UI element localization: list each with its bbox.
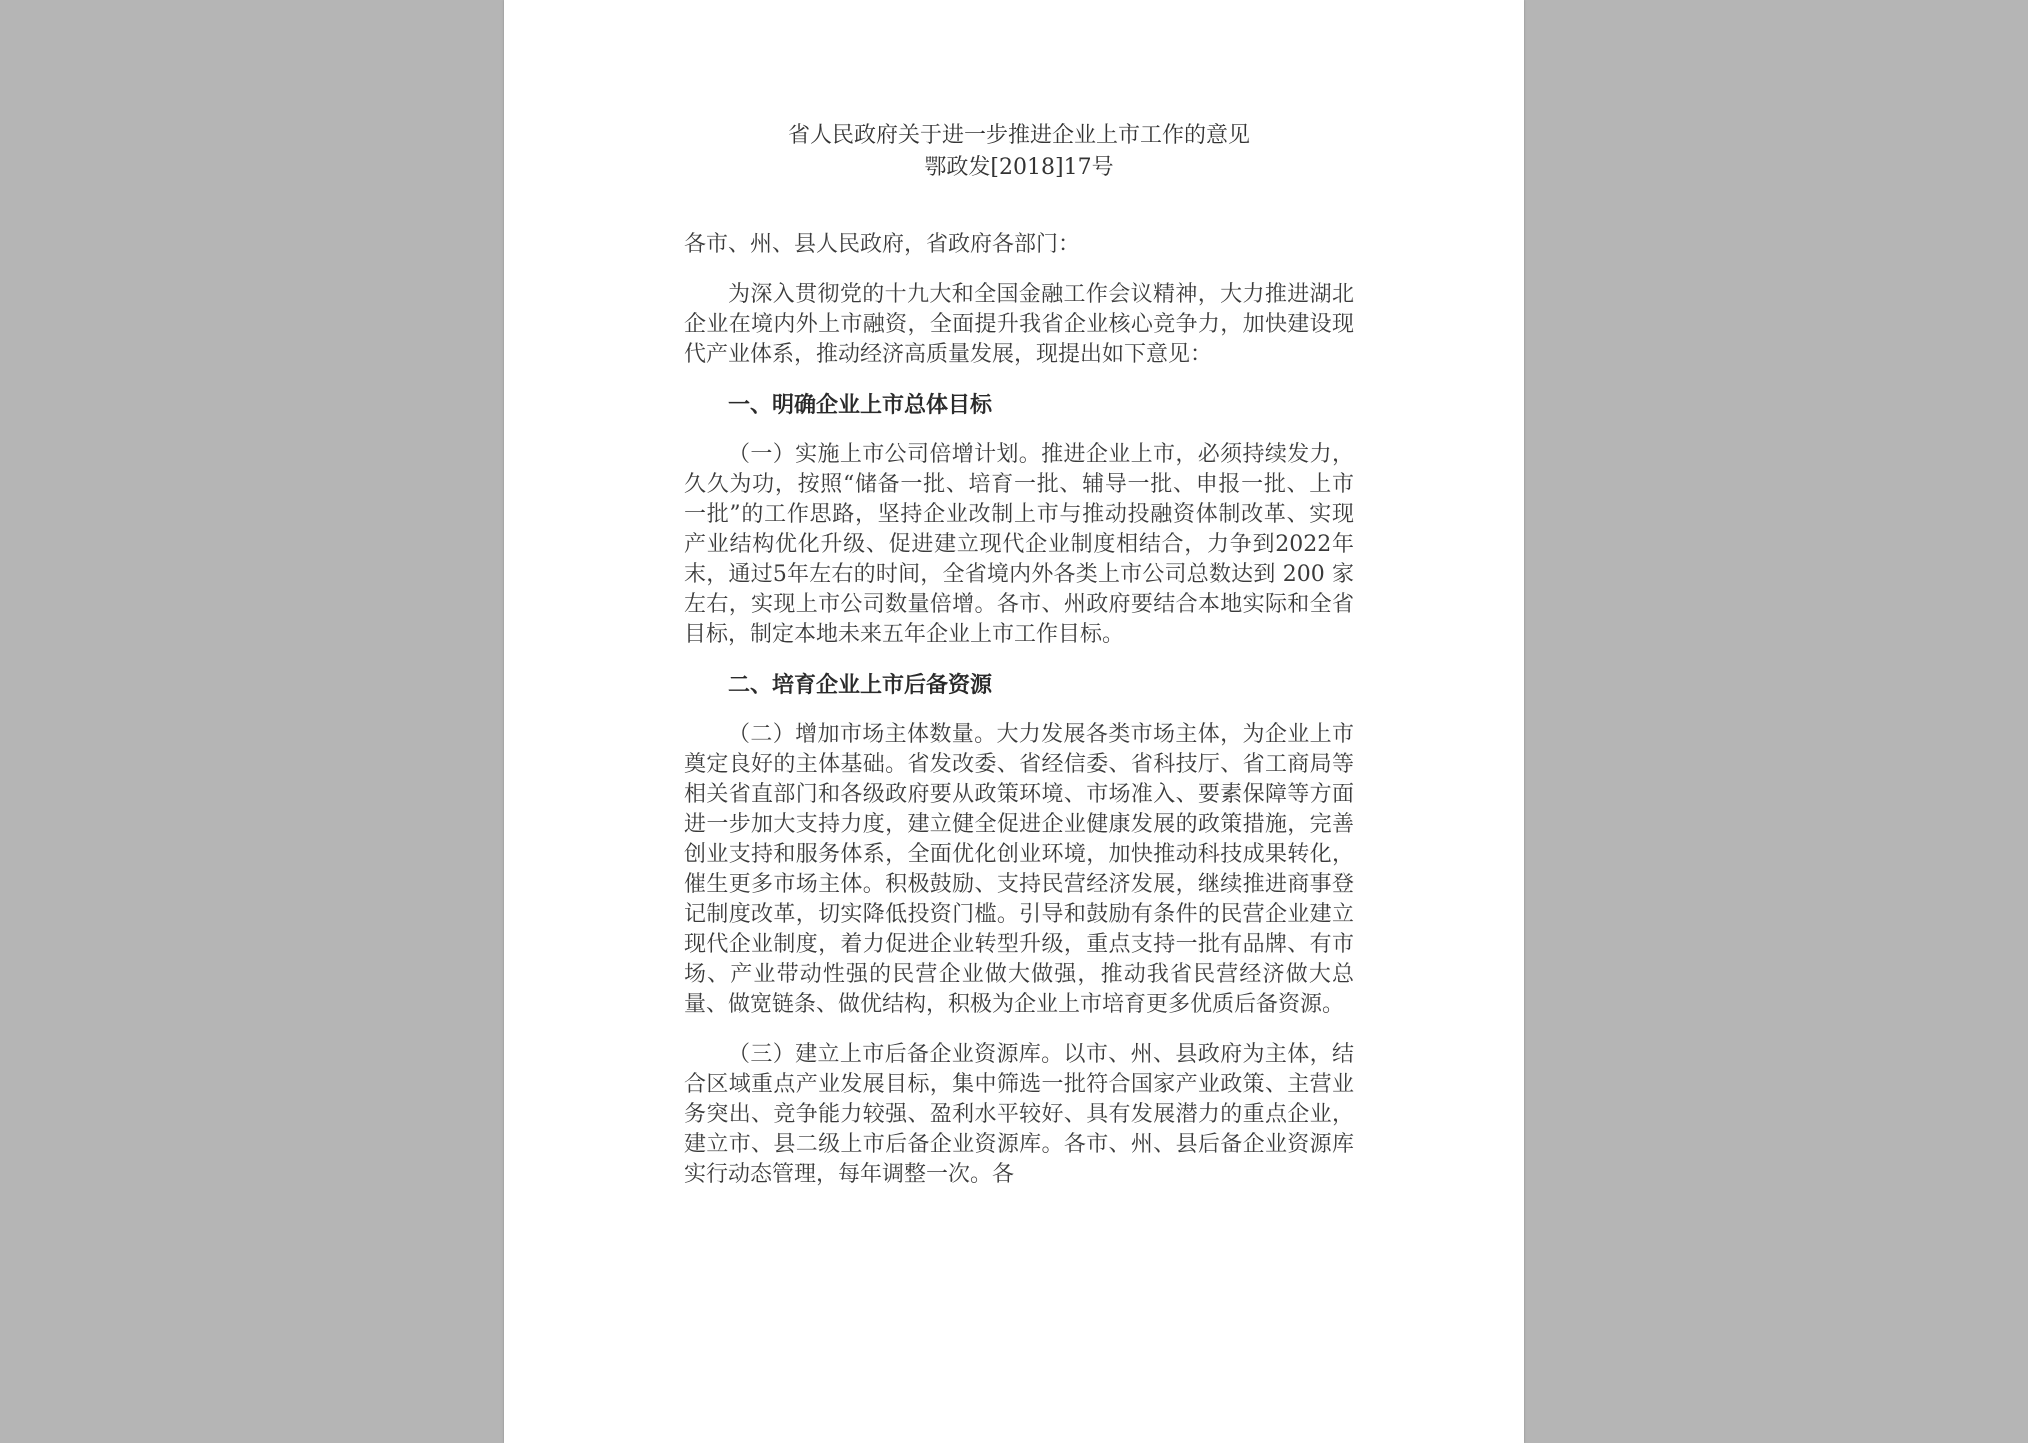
- paragraph-3: （三）建立上市后备企业资源库。以市、州、县政府为主体，结合区域重点产业发展目标，集中筛选一批符合国家产业政策、主营业务突出、竞争能力较强、盈利水平较好、具有发展潜力的重点企业，建立市、县二级上市后备企业资源库。各市、州、县后备企业资源库实行动态管理，每年调整一次。各: [684, 1042, 1354, 1187]
- document-number: 鄂政发[2018]17号: [924, 155, 1114, 180]
- salutation: 各市、州、县人民政府，省政府各部门：: [684, 232, 1081, 257]
- paragraph-2: （二）增加市场主体数量。大力发展各类市场主体，为企业上市奠定良好的主体基础。省发改委、省经信委、省科技厅、省工商局等相关省直部门和各级政府要从政策环境、市场准入、要素保障等方面进一步加大支持力度，建立健全促进企业健康发展的政策措施，完善创业支持和服务体系，全面优化创业环境，加快推动科技成果转化，催生更多市场主体。积极鼓励、支持民营经济发展，继续推进商事登记制度改革，切实降低投资门槛。引导和鼓励有条件的民营企业建立现代企业制度，着力促进企业转型升级，重点支持一批有品牌、有市场、产业带动性强的民营企业做大做强，推动我省民营经济做大总量、做宽链条、做优结构，积极为企业上市培育更多优质后备资源。: [684, 722, 1354, 1017]
- intro-paragraph: 为深入贯彻党的十九大和全国金融工作会议精神，大力推进湖北企业在境内外上市融资，全面提升我省企业核心竞争力，加快建设现代产业体系，推动经济高质量发展，现提出如下意见：: [684, 282, 1354, 367]
- page-content: [684, 120, 1354, 1210]
- paragraph-1: （一）实施上市公司倍增计划。推进企业上市，必须持续发力，久久为功，按照“储备一批、培育一批、辅导一批、申报一批、上市一批”的工作思路，坚持企业改制上市与推动投融资体制改革、实现产业结构优化升级、促进建立现代企业制度相结合，力争到2022年末，通过5年左右的时间，全省境内外各类上市公司总数达到 200 家左右，实现上市公司数量倍增。各市、州政府要结合本地实际和全省目标，制定本地未来五年企业上市工作目标。: [684, 442, 1354, 647]
- document-page: [504, 0, 1524, 1443]
- section-heading-1: 一、明确企业上市总体目标: [728, 392, 993, 418]
- document-title: 省人民政府关于进一步推进企业上市工作的意见: [787, 123, 1250, 148]
- section-heading-2: 二、培育企业上市后备资源: [728, 672, 993, 698]
